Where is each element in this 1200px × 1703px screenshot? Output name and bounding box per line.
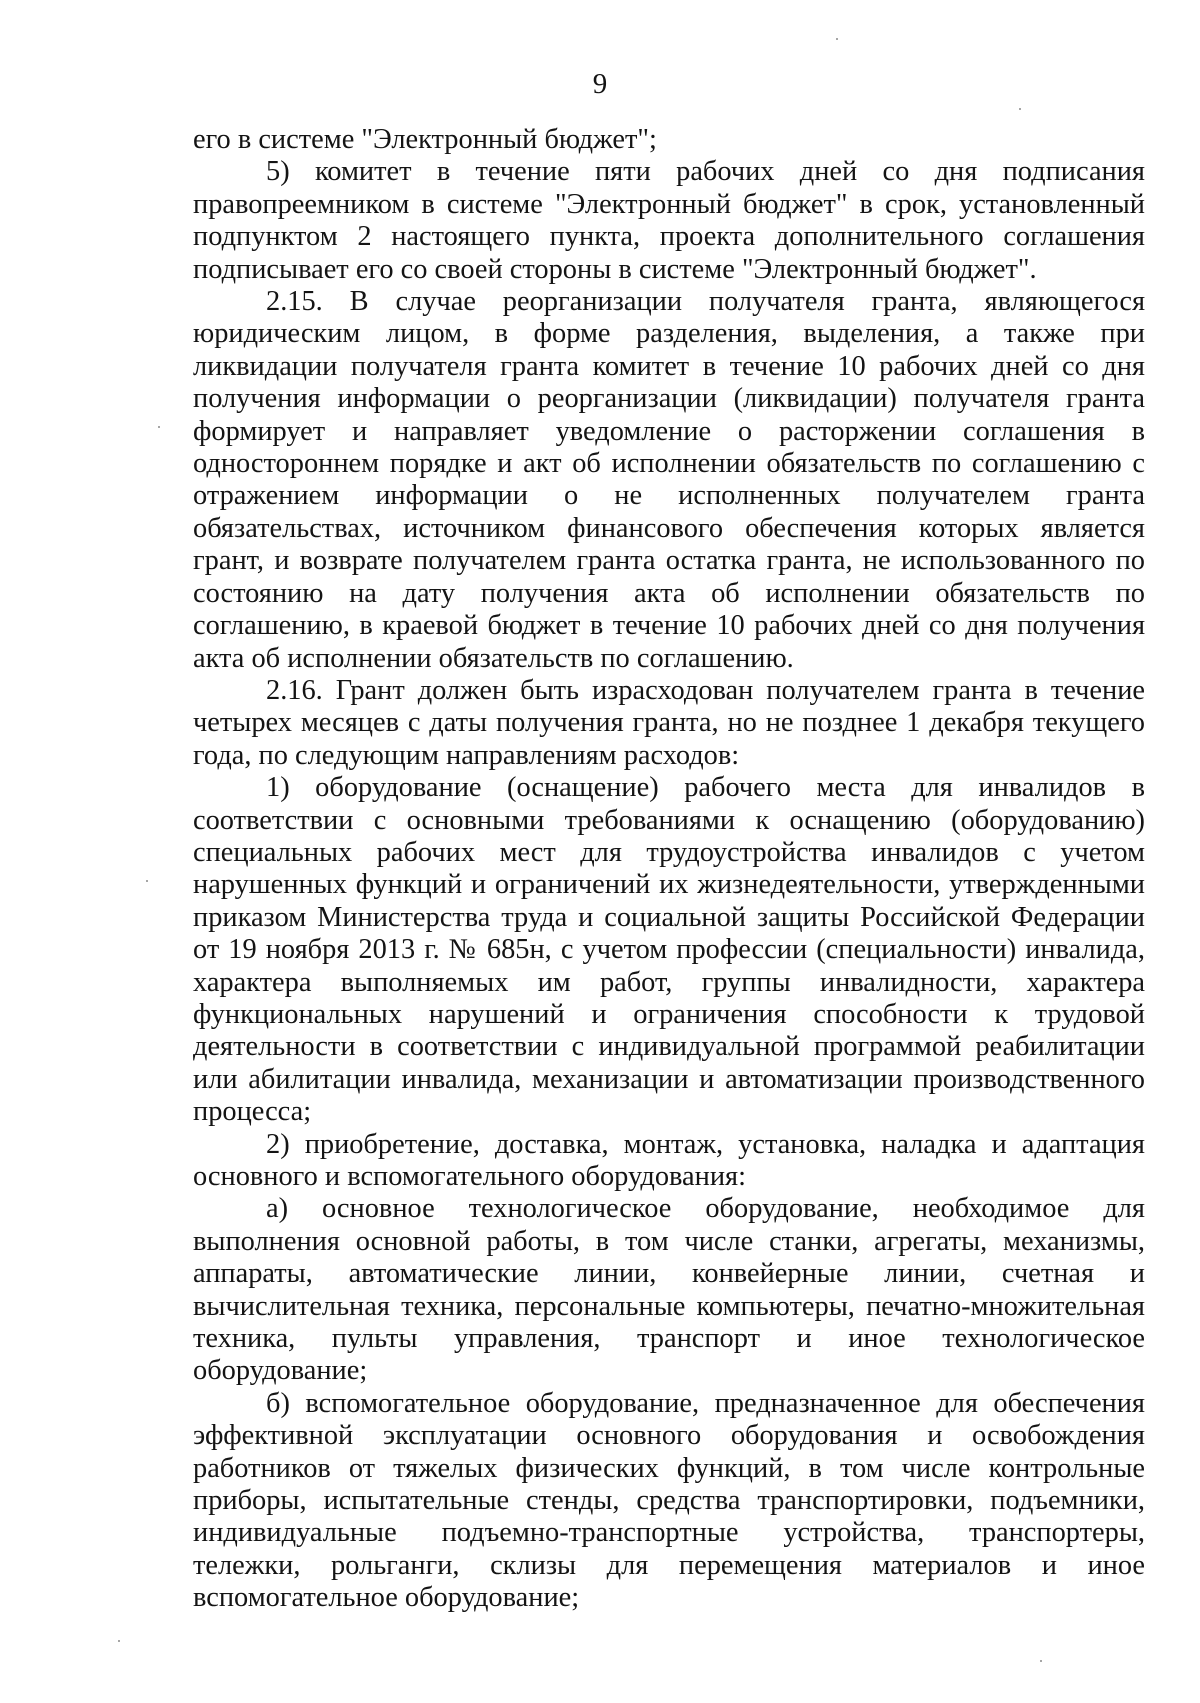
scan-speck xyxy=(1040,1660,1042,1662)
paragraph-item-1: 1) оборудование (оснащение) рабочего места для инвалидов в соответствии с основными требованиями к оснащению (оборудованию) специальных рабочих мест для трудоустройства инвалидов с учетом нарушенных функций и ограничений их жизнедеятельности, утвержденными приказом Министерства труда и социальной защиты Российской Федерации от 19 ноября 2013 г. № 685н, с учетом профессии (специальности) инвалида, характера выполняемых им работ, группы инвалидности, характера функциональных нарушений и ограничения способности к трудовой деятельности в соответствии с индивидуальной программой реабилитации или абилитации инвалида, механизации и автоматизации производственного процесса; xyxy=(193,772,1145,1128)
scan-speck xyxy=(1019,108,1021,110)
paragraph-item-2: 2) приобретение, доставка, монтаж, установка, наладка и адаптация основного и вспомогательного оборудования: xyxy=(193,1128,1145,1192)
page-number: 9 xyxy=(592,68,608,100)
paragraph-continuation: его в системе "Электронный бюджет"; xyxy=(193,124,657,155)
scan-speck xyxy=(158,426,160,428)
scan-speck xyxy=(836,38,838,40)
paragraph-2-16: 2.16. Грант должен быть израсходован получателем гранта в течение четырех месяцев с даты получения гранта, но не позднее 1 декабря текущего года, по следующим направлениям расходов: xyxy=(193,674,1145,771)
scan-speck xyxy=(118,1640,120,1642)
paragraph-2-15: 2.15. В случае реорганизации получателя гранта, являющегося юридическим лицом, в форме разделения, выделения, а также при ликвидации получателя гранта комитет в течение 10 рабочих дней со дня получения информации о реорганизации (ликвидации) получателя гранта формирует и направляет уведомление о расторжении соглашения в одностороннем порядке и акт об исполнении обязательств по соглашению с отражением информации о не исполненных получателем гранта обязательствах, источником финансового обеспечения которых является грант, и возврате получателем гранта остатка гранта, не использованного по состоянию на дату получения акта об исполнении обязательств по соглашению, в краевой бюджет в течение 10 рабочих дней со дня получения акта об исполнении обязательств по соглашению. xyxy=(193,286,1145,674)
paragraph-item-b: б) вспомогательное оборудование, предназначенное для обеспечения эффективной эксплуатации основного оборудования и освобождения работников от тяжелых физических функций, в том числе контрольные приборы, испытательные стенды, средства транспортировки, подъемники, индивидуальные подъемно-транспортные устройства, транспортеры, тележки, рольганги, склизы для перемещения материалов и иное вспомогательное оборудование; xyxy=(193,1387,1145,1614)
scan-speck xyxy=(146,880,148,882)
paragraph-item-5: 5) комитет в течение пяти рабочих дней со дня подписания правопреемником в системе "Электронный бюджет" в срок, установленный подпунктом 2 настоящего пункта, проекта дополнительного соглашения подписывает его со своей стороны в системе "Электронный бюджет". xyxy=(193,156,1145,285)
paragraph-item-a: а) основное технологическое оборудование, необходимое для выполнения основной работы, в том числе станки, агрегаты, механизмы, аппараты, автоматические линии, конвейерные линии, счетная и вычислительная техника, персональные компьютеры, печатно-множительная техника, пульты управления, транспорт и иное технологическое оборудование; xyxy=(193,1193,1145,1387)
document-body xyxy=(193,124,1145,1615)
